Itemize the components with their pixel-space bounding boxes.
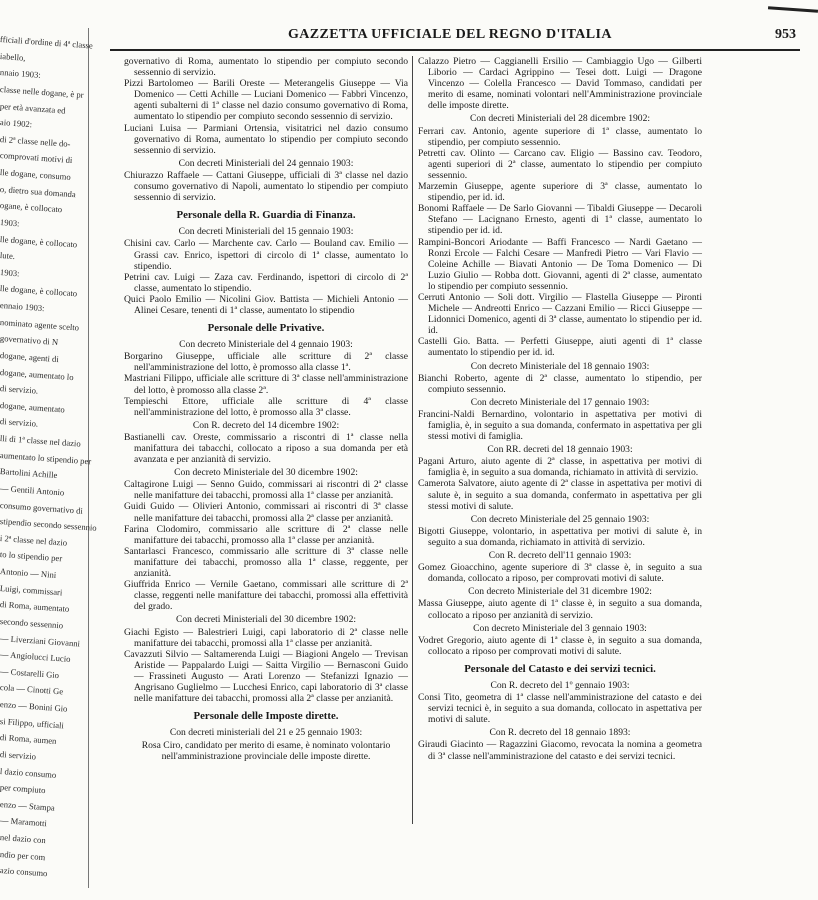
gutter-text-line: lle dogane, è collocato	[0, 233, 78, 249]
gutter-text-line: ogane, è collocato	[0, 200, 63, 215]
gutter-text-line: comprovati motivi di	[0, 150, 73, 166]
appointment-entry: Gomez Gioacchino, agente superiore di 3ª classe è, in seguito a sua domanda, collocato a riposo, per comprovati motivi di salute.	[418, 562, 702, 585]
gutter-text-line: per età avanzata ed	[0, 100, 66, 116]
gutter-text-line: — Costarelli Gio	[0, 665, 60, 680]
appointment-entry: Guidi Guido — Olivieri Antonio, commissari ai riscontri di 3ª classe nelle manifatture dei tabacchi, promossi alla 2ª classe per anzianità.	[124, 501, 408, 524]
appointment-entry: Cavazzuti Silvio — Saltamerenda Luigi — Biagioni Angelo — Trevisan Aristide — Pappalardo Luigi — Saitta Virgilio — Bernasconi Guido — Frassineti Augusto — Arati Lorenzo — Stefanizzi Ignazio — Angrisano Guglielmo — Lucchesi Enrico, capi laboratorio di 3ª classe nelle manifatture dei tabacchi, promossi alla 2ª classe per anzianità.	[124, 648, 408, 705]
decree-line: Con decreti Ministeriali del 28 dicembre 1902:	[469, 113, 651, 125]
appointment-entry: Mastriani Filippo, ufficiale alle scritture di 3ª classe nell'amministrazione del lotto, è promosso alla classe 2ª.	[124, 373, 408, 396]
appointment-entry: Cerruti Antonio — Soli dott. Virgilio — Flastella Giuseppe — Pironti Michele — Andreotti Enrico — Cazzani Emilio — Ricci Giuseppe — Lidonnici Domenico, agenti di 3ª classe, aumentato lo stipendio per id. id.	[418, 291, 702, 337]
gutter-text-line: dogane, aumentato lo	[0, 366, 74, 382]
gutter-text-line: Bartolini Achille	[0, 466, 58, 481]
gutter-text-line: dogane, agenti di	[0, 349, 60, 365]
appointment-entry: governativo di Roma, aumentato lo stipendio per compiuto secondo sessennio di servizio.	[124, 56, 408, 79]
decree-line: Con R. decreto dell'11 gennaio 1903:	[488, 550, 632, 562]
appointment-entry: Borgarino Giuseppe, ufficiale alle scritture di 2ª classe nell'amministrazione del lotto, è promosso alla classe 1ª.	[124, 351, 408, 374]
appointment-entry: Chiurazzo Raffaele — Cattani Giuseppe, ufficiali di 3ª classe nel dazio consumo governativo di Napoli, aumentato lo stipendio per compiuto sessennio di servizio.	[124, 169, 408, 204]
gutter-text-line: si Filippo, ufficiali	[0, 715, 65, 731]
section-heading: Personale delle Imposte dirette.	[193, 710, 339, 723]
appointment-entry: Petrini cav. Luigi — Zaza cav. Ferdinando, ispettori di circolo di 2ª classe, aumentato lo stipendio.	[124, 271, 408, 294]
gutter-text-line: Antonio — Nini	[0, 566, 57, 580]
gutter-text-line: lute.	[0, 250, 16, 262]
gutter-text-line: di servizio.	[0, 416, 39, 430]
appointment-entry: Pagani Arturo, aiuto agente di 2ª classe, in aspettativa per motivi di famiglia è, in seguito a sua domanda, richiamato in attività di servizio.	[418, 456, 702, 479]
gutter-text-line: 1903:	[0, 216, 20, 229]
appointment-entry: Caltagirone Luigi — Senno Guido, commissari ai riscontri di 2ª classe nelle manifatture dei tabacchi, promossi alla 1ª classe per anzianità.	[124, 479, 408, 502]
appointment-entry: Petretti cav. Olinto — Carcano cav. Eligio — Bassino cav. Teodoro, agenti superiori di 2ª classe, aumentato lo stipendio per compiuto sessennio.	[418, 147, 702, 181]
gutter-text-line: l dazio consumo	[0, 765, 57, 780]
gutter-text-line: ennaio 1903:	[0, 300, 45, 314]
section-heading: Personale delle Privative.	[207, 322, 325, 335]
gutter-text-line: per compiuto	[0, 782, 46, 796]
gutter-text-line: lli di 1ª classe nel dazio	[0, 433, 82, 449]
decree-line: Con decreto Ministeriale del 31 dicembre 1902:	[468, 586, 652, 598]
appointment-entry: Massa Giuseppe, aiuto agente di 1ª classe è, in seguito a sua domanda, collocato a riposo per anzianità di servizio.	[418, 598, 702, 621]
right-column	[418, 56, 702, 762]
gutter-text-line: enzo — Stampa	[0, 798, 56, 813]
gutter-text-line: lle dogane, è collocato	[0, 283, 78, 299]
gutter-text-line: governativo di N	[0, 333, 59, 348]
gutter-text-line: aio 1902:	[0, 117, 33, 130]
gutter-text-line: o, dietro sua domanda	[0, 183, 77, 199]
appointment-entry: Rampini-Boncori Ariodante — Baffi Francesco — Nardi Gaetano — Ronzi Ercole — Falchi Cesare — Manfredi Pietro — Vari Flavio — Coleine Achille — Biavati Antonio — De Toma Domenico — Di Luzio Giulio — Robba dott. Giovanni, agenti di 2ª classe, aumentato lo stipendio per compiuto sessennio.	[418, 236, 702, 292]
gutter-text-line: nnaio 1903:	[0, 67, 42, 81]
decree-line: Rosa Ciro, candidato per merito di esame, è nominato volontario nell'amministrazione provinciale delle imposte dirette.	[141, 740, 391, 763]
page-header	[108, 27, 816, 49]
gutter-text-line: — Angiolucci Lucio	[0, 649, 71, 665]
appointment-entry: Farina Clodomiro, commissario alle scritture di 2ª classe nelle manifatture dei tabacchi, promosso alla 1ª classe per anzianità.	[124, 523, 408, 546]
appointment-entry: Consi Tito, geometra di 1ª classe nell'amministrazione del catasto e dei servizi tecnici è, in seguito a sua domanda, collocato in aspettativa per motivi di salute.	[418, 692, 702, 726]
gutter-text-line: cola — Cinotti Ge	[0, 682, 64, 697]
gutter-text-line: lle dogane, consumo	[0, 167, 72, 182]
gutter-text-line: azio consumo	[0, 865, 48, 879]
appointment-entry: Francini-Naldi Bernardino, volontario in aspettativa per motivi di famiglia, è, in seguito a sua domanda, confermato in aspettativa per gli stessi motivi di famiglia.	[418, 408, 702, 443]
gutter-text-line: secondo sessennio	[0, 615, 64, 631]
gutter-text-line: nominato agente scelto	[0, 316, 80, 333]
decree-line: Con decreto Ministeriale del 18 gennaio 1903:	[470, 360, 650, 372]
decree-line: Con decreto Ministeriale del 17 gennaio 1903:	[470, 396, 650, 408]
gutter-text-line: ndio per com	[0, 848, 46, 862]
gutter-text-line: dogane, aumentato	[0, 399, 66, 415]
gutter-text-line: Luigi, commissari	[0, 582, 63, 598]
gutter-text-line: classe nelle dogane, è pr	[0, 83, 84, 100]
gutter-text-line: to lo stipendio per	[0, 549, 63, 564]
gutter-text-line: di servizio.	[0, 383, 39, 396]
decree-line: Con R. decreto del 14 dicembre 1902:	[192, 419, 340, 431]
gutter-text-line: stipendio secondo sessennio	[0, 516, 98, 533]
gutter-text-line: nel dazio con	[0, 832, 47, 846]
gutter-text-line: enzo — Bonini Gio	[0, 699, 68, 714]
appointment-entry: Castelli Gio. Batta. — Perfetti Giuseppe, aiuti agenti di 1ª classe aumentato lo stipendio per id. id.	[418, 336, 702, 359]
gutter-text-line: — Maramotti	[0, 815, 48, 829]
gutter-text-line: — Liverziani Giovanni	[0, 632, 81, 649]
appointment-entry: Giraudi Giacinto — Ragazzini Giacomo, revocata la nomina a geometra di 3ª classe nell'amministrazione del catasto e dei servizi tecnici.	[418, 739, 702, 762]
column-divider	[412, 56, 413, 824]
page-number: 953	[775, 27, 796, 42]
appointment-entry: Luciani Luisa — Parmiani Ortensia, visitatrici nel dazio consumo governativo di Roma, aumentato lo stipendio per compiuto secondo sessennio di servizio.	[124, 122, 408, 156]
decree-line: Con RR. decreti del 18 gennaio 1903:	[487, 444, 633, 456]
decree-line: Con R. decreto del 1º gennaio 1903:	[490, 679, 630, 691]
gutter-text-line: aumentato lo stipendio per	[0, 449, 92, 467]
appointment-entry: Marzemin Giuseppe, agente superiore di 3ª classe, aumentato lo stipendio, per id. id.	[418, 181, 702, 204]
appointment-entry: Bastianelli cav. Oreste, commissario a riscontri di 1ª classe nella manifattura dei tabacchi, collocato a riposo a sua domanda per età avanzata e per anzianità di servizio.	[124, 431, 408, 466]
appointment-entry: Chisini cav. Carlo — Marchente cav. Carlo — Bouland cav. Emilio — Grassi cav. Enrico, ispettori di circolo di 1ª classe, aumentato lo stipendio.	[124, 238, 408, 272]
gutter-text-line: di Roma, aumen	[0, 732, 57, 747]
section-heading: Personale della R. Guardia di Finanza.	[176, 209, 356, 222]
section-heading: Personale del Catasto e dei servizi tecnici.	[464, 662, 656, 675]
gutter-text-line: i 2ª classe nel dazio	[0, 532, 68, 548]
decree-line: Con R. decreto del 18 gennaio 1893:	[489, 727, 631, 739]
appointment-entry: Pizzi Bartolomeo — Barili Oreste — Meterangelis Giuseppe — Via Domenico — Cetti Achille — Luciani Domenico — Fabbri Vincenzo, agenti subalterni di 1ª classe nel dazio consumo governativo di Roma, aumentato lo stipendio per compiuto secondo sessennio di servizio.	[124, 78, 408, 123]
appointment-entry: Giuffrida Enrico — Vernile Gaetano, commissari alle scritture di 2ª classe, reggenti nelle manifatture dei tabacchi, promossi alla effettività del grado.	[124, 579, 408, 613]
appointment-entry: Quici Paolo Emilio — Nicolini Giov. Battista — Michieli Antonio — Alinei Cesare, tenenti di 1ª classe, aumentato lo stipendio	[124, 293, 408, 316]
gutter-text-line: iabello,	[0, 50, 26, 63]
scan-corner-mark	[768, 6, 818, 12]
header-rule	[110, 49, 800, 51]
decree-line: Con decreto Ministeriale del 3 gennaio 1903:	[473, 622, 647, 634]
gutter-text-line: di servizio	[0, 748, 37, 762]
decree-line: Con decreti Ministeriali del 15 gennaio 1903:	[178, 226, 354, 238]
appointment-entry: Giachi Egisto — Balestrieri Luigi, capi laboratorio di 2ª classe nelle manifatture dei tabacchi, promossi alla 1ª classe per anzianità.	[124, 626, 408, 649]
decree-line: Con decreto Ministeriale del 25 gennaio 1903:	[470, 513, 650, 525]
appointment-entry: Bonomi Raffaele — De Sarlo Giovanni — Tibaldi Giuseppe — Decaroli Stefano — Lacignano Ernesto, agenti di 1ª classe, aumentato lo stipendio per id. id.	[418, 203, 702, 237]
decree-line: Con decreto Ministeriale del 4 gennaio 1903:	[179, 339, 353, 351]
appointment-entry: Vodret Gregorio, aiuto agente di 1ª classe è, in seguito a sua domanda, collocato a riposo per comprovati motivi di salute.	[418, 634, 702, 657]
gutter-text-line: di 2ª classe nelle do-	[0, 133, 71, 149]
left-column	[124, 56, 408, 764]
decree-line: Con decreti ministeriali del 21 e 25 gennaio 1903:	[169, 727, 363, 739]
appointment-entry: Santarlasci Francesco, commissario alle scritture di 3ª classe nelle manifatture dei tabacchi, promosso alla 1ª classe, reggente, per anzianità.	[124, 545, 408, 580]
gutter-text-line: 1903:	[0, 266, 20, 279]
appointment-entry: Tempieschi Ettore, ufficiale alle scritture di 4ª classe nell'amministrazione del lotto, è promosso alla 3ª classe.	[124, 395, 408, 418]
appointment-entry: Camerota Salvatore, aiuto agente di 2ª classe in aspettativa per motivi di salute è, in seguito a sua domanda, confermato in aspettativa per gli stessi motivi di salute.	[418, 478, 702, 512]
decree-line: Con decreto Ministeriale del 30 dicembre 1902:	[174, 467, 358, 479]
appointment-entry: Ferrari cav. Antonio, agente superiore di 1ª classe, aumentato lo stipendio, per compiuto sessennio.	[418, 125, 702, 148]
masthead-title: GAZZETTA UFFICIALE DEL REGNO D'ITALIA	[288, 27, 612, 42]
decree-line: Con decreti Ministeriali del 30 dicembre 1902:	[175, 614, 357, 626]
appointment-entry: Calazzo Pietro — Caggianelli Ersilio — Cambiaggio Ugo — Gilberti Liborio — Cardaci Agrippino — Tesei dott. Luigi — Dragone Vincenzo — Colella Francesco — David Tommaso, candidati per merito di esame, nominati volontari nell'Amministrazione provinciale delle imposte dirette.	[418, 56, 702, 112]
decree-line: Con decreti Ministeriali del 24 gennaio 1903:	[178, 157, 354, 169]
appointment-entry: Bigotti Giuseppe, volontario, in aspettativa per motivi di salute è, in seguito a sua domanda, richiamato in attività di servizio.	[418, 525, 702, 548]
gutter-text-line: di Roma, aumentato	[0, 599, 70, 615]
gutter-text-line: — Gentili Antonio	[0, 482, 65, 498]
appointment-entry: Bianchi Roberto, agente di 2ª classe, aumentato lo stipendio, per compiuto sessennio.	[418, 372, 702, 395]
gutter-text-line: consumo governativo di	[0, 499, 84, 516]
gutter-text-line: fficiali d'ordine di 4ª classe	[0, 34, 94, 51]
left-gutter-bleed	[0, 28, 100, 888]
